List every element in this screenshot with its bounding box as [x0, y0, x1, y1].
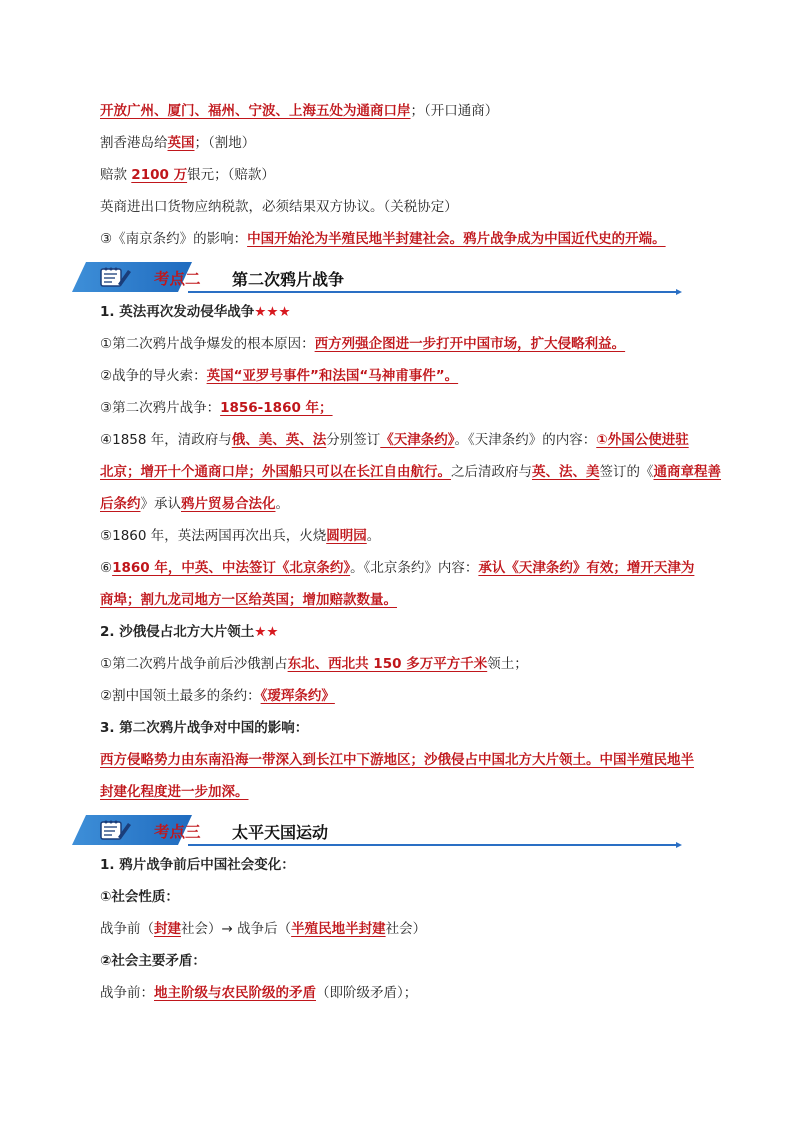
- section-header-2: [72, 262, 682, 294]
- subheading-3-2: ②社会主要矛盾：: [100, 953, 206, 969]
- para-3-1: 战争前（封建社会）→ 战争后（半殖民地半封建社会）: [100, 921, 427, 937]
- rating-stars: ★★: [254, 624, 279, 640]
- intro-line-3: 赔款 2100 万银元；（赔款）: [100, 167, 275, 183]
- heading-2-2: 2. 沙俄侵占北方大片领土★★: [100, 624, 279, 640]
- heading-2-3: 3. 第二次鸦片战争对中国的影响：: [100, 720, 309, 736]
- section-divider: [188, 291, 678, 293]
- para-3-2: 战争前：地主阶级与农民阶级的矛盾（即阶级矛盾）；: [100, 985, 418, 1001]
- heading-3-1: 1. 鸦片战争前后中国社会变化：: [100, 857, 295, 873]
- notepad-pencil-icon: [98, 265, 132, 289]
- section-title: 太平天国运动: [232, 823, 329, 842]
- para-2-6a: ⑥1860 年，中英、中法签订《北京条约》。《北京条约》内容：承认《天津条约》有效；增开天津为: [100, 560, 695, 576]
- section-title: 第二次鸦片战争: [232, 270, 345, 289]
- rating-stars: ★★★: [254, 304, 291, 320]
- para-2-10: 封建化程度进一步加深。: [100, 784, 249, 800]
- para-2-3: ③第二次鸦片战争：1856-1860 年；: [100, 400, 333, 416]
- para-2-8: ②割中国领土最多的条约：《瑷珲条约》: [100, 688, 335, 704]
- intro-line-4: 英商进出口货物应纳税款，必须结果双方协议。（关税协定）: [100, 199, 458, 215]
- intro-line-5: ③《南京条约》的影响：中国开始沦为半殖民地半封建社会。鸦片战争成为中国近代史的开端。: [100, 231, 666, 247]
- para-2-7: ①第二次鸦片战争前后沙俄割占东北、西北共 150 多万平方千米领土；: [100, 656, 528, 672]
- heading-2-1: 1. 英法再次发动侵华战争★★★: [100, 304, 291, 320]
- section-header-3: [72, 815, 682, 847]
- subheading-3-1: ①社会性质：: [100, 889, 179, 905]
- para-2-5: ⑤1860 年，英法两国再次出兵，火烧圆明园。: [100, 528, 381, 544]
- para-2-1: ①第二次鸦片战争爆发的根本原因：西方列强企图进一步打开中国市场，扩大侵略利益。: [100, 336, 626, 352]
- para-2-9: 西方侵略势力由东南沿海一带深入到长江中下游地区；沙俄侵占中国北方大片领土。中国半殖民地半: [100, 752, 694, 768]
- para-2-6b: 商埠；割九龙司地方一区给英国；增加赔款数量。: [100, 592, 397, 608]
- para-2-2: ②战争的导火索：英国“亚罗号事件”和法国“马神甫事件”。: [100, 368, 459, 384]
- section-label: 考点二: [154, 269, 201, 288]
- intro-line-1: 开放广州、厦门、福州、宁波、上海五处为通商口岸；（开口通商）: [100, 103, 499, 119]
- intro-line-2: 割香港岛给英国；（割地）: [100, 135, 256, 151]
- para-2-4c: 后条约》承认鸦片贸易合法化。: [100, 496, 289, 512]
- notepad-pencil-icon: [98, 818, 132, 842]
- section-label: 考点三: [154, 822, 201, 841]
- arrow-right-icon: →: [221, 921, 233, 937]
- section-divider: [188, 844, 678, 846]
- para-2-4b: 北京；增开十个通商口岸；外国船只可以在长江自由航行。之后清政府与英、法、美签订的《通商章程善: [100, 464, 721, 480]
- para-2-4a: ④1858 年，清政府与俄、美、英、法分别签订《天津条约》。《天津条约》的内容：①外国公使进驻: [100, 432, 689, 448]
